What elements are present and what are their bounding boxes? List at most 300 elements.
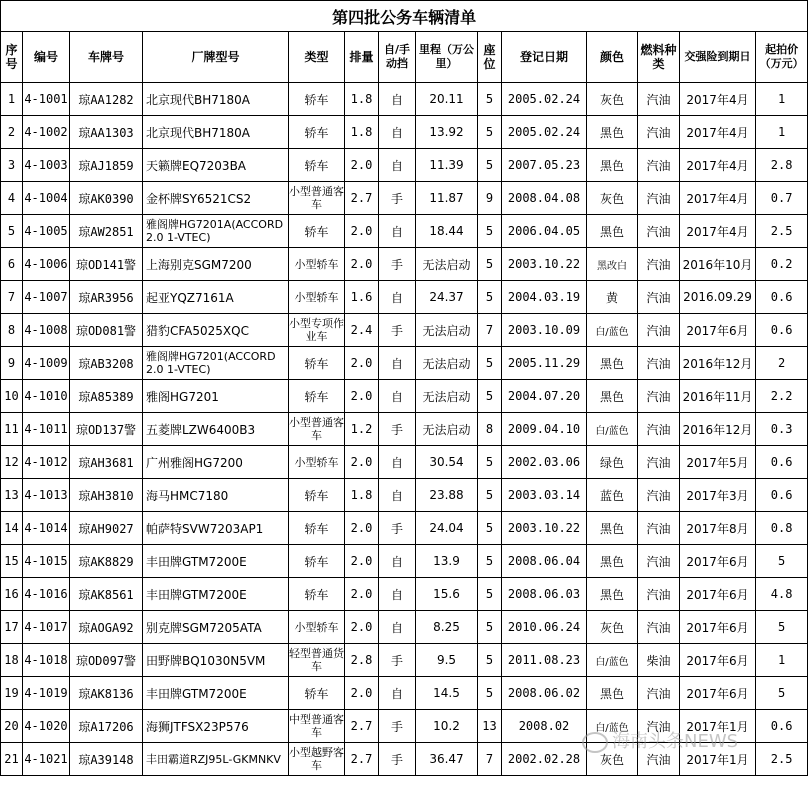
cell-transmission: 自	[379, 611, 416, 644]
cell-no: 19	[1, 677, 23, 710]
cell-displacement: 2.7	[345, 182, 379, 215]
cell-fuel: 汽油	[638, 512, 680, 545]
cell-reg-date: 2006.04.05	[502, 215, 587, 248]
table-row	[1, 380, 808, 413]
cell-start-price: 1	[756, 644, 808, 677]
cell-no: 11	[1, 413, 23, 446]
cell-displacement: 1.6	[345, 281, 379, 314]
cell-mileage: 11.87	[416, 182, 478, 215]
cell-reg-date: 2008.04.08	[502, 182, 587, 215]
cell-transmission: 手	[379, 314, 416, 347]
cell-plate: 琼AW2851	[70, 215, 143, 248]
cell-transmission: 手	[379, 644, 416, 677]
column-header-color: 颜色	[587, 32, 638, 83]
cell-mileage: 23.88	[416, 479, 478, 512]
cell-fuel: 汽油	[638, 248, 680, 281]
cell-start-price: 5	[756, 545, 808, 578]
cell-reg-date: 2003.10.09	[502, 314, 587, 347]
cell-mileage: 24.37	[416, 281, 478, 314]
cell-no: 13	[1, 479, 23, 512]
cell-id: 4-1007	[23, 281, 70, 314]
cell-plate: 琼A39148	[70, 743, 143, 776]
cell-type: 小型越野客车	[289, 743, 345, 776]
cell-no: 20	[1, 710, 23, 743]
cell-reg-date: 2005.02.24	[502, 116, 587, 149]
cell-id: 4-1001	[23, 83, 70, 116]
cell-seats: 5	[478, 545, 502, 578]
cell-id: 4-1002	[23, 116, 70, 149]
cell-insurance: 2016年12月	[680, 347, 756, 380]
cell-displacement: 1.8	[345, 83, 379, 116]
column-header-transmission: 自/手动挡	[379, 32, 416, 83]
cell-mileage: 24.04	[416, 512, 478, 545]
cell-mileage: 9.5	[416, 644, 478, 677]
cell-type: 轿车	[289, 83, 345, 116]
cell-plate: 琼AH3681	[70, 446, 143, 479]
cell-no: 3	[1, 149, 23, 182]
cell-color: 黑色	[587, 116, 638, 149]
table-row	[1, 413, 808, 446]
cell-type: 小型轿车	[289, 281, 345, 314]
cell-displacement: 2.0	[345, 545, 379, 578]
cell-insurance: 2017年8月	[680, 512, 756, 545]
cell-displacement: 1.8	[345, 479, 379, 512]
cell-transmission: 自	[379, 149, 416, 182]
cell-plate: 琼AK8136	[70, 677, 143, 710]
cell-displacement: 2.0	[345, 512, 379, 545]
cell-model: 雅阁HG7201	[143, 380, 289, 413]
cell-color: 黑色	[587, 578, 638, 611]
table-row	[1, 215, 808, 248]
cell-no: 10	[1, 380, 23, 413]
cell-fuel: 汽油	[638, 380, 680, 413]
cell-model: 金杯牌SY6521CS2	[143, 182, 289, 215]
cell-no: 9	[1, 347, 23, 380]
cell-type: 中型普通客车	[289, 710, 345, 743]
cell-color: 黑色	[587, 677, 638, 710]
cell-displacement: 2.0	[345, 611, 379, 644]
cell-transmission: 自	[379, 446, 416, 479]
table-row	[1, 182, 808, 215]
cell-seats: 13	[478, 710, 502, 743]
cell-start-price: 5	[756, 677, 808, 710]
table-row	[1, 347, 808, 380]
cell-model: 北京现代BH7180A	[143, 83, 289, 116]
cell-fuel: 汽油	[638, 83, 680, 116]
cell-fuel: 汽油	[638, 182, 680, 215]
column-header-fuel: 燃料种类	[638, 32, 680, 83]
cell-start-price: 0.7	[756, 182, 808, 215]
cell-insurance: 2017年6月	[680, 314, 756, 347]
cell-start-price: 1	[756, 116, 808, 149]
cell-start-price: 0.6	[756, 710, 808, 743]
cell-insurance: 2017年5月	[680, 446, 756, 479]
cell-displacement: 2.0	[345, 380, 379, 413]
cell-transmission: 自	[379, 578, 416, 611]
cell-reg-date: 2005.11.29	[502, 347, 587, 380]
cell-displacement: 2.0	[345, 149, 379, 182]
cell-plate: 琼A17206	[70, 710, 143, 743]
cell-start-price: 0.6	[756, 446, 808, 479]
cell-no: 7	[1, 281, 23, 314]
cell-id: 4-1018	[23, 644, 70, 677]
cell-start-price: 4.8	[756, 578, 808, 611]
column-header-insurance: 交强险到期日	[680, 32, 756, 83]
cell-plate: 琼AK8829	[70, 545, 143, 578]
cell-fuel: 汽油	[638, 347, 680, 380]
cell-fuel: 汽油	[638, 578, 680, 611]
cell-color: 黑色	[587, 215, 638, 248]
cell-plate: 琼OD141警	[70, 248, 143, 281]
cell-mileage: 36.47	[416, 743, 478, 776]
cell-type: 轿车	[289, 545, 345, 578]
cell-displacement: 2.4	[345, 314, 379, 347]
cell-color: 灰色	[587, 182, 638, 215]
cell-displacement: 2.0	[345, 248, 379, 281]
cell-type: 轿车	[289, 380, 345, 413]
cell-displacement: 2.0	[345, 677, 379, 710]
cell-reg-date: 2010.06.24	[502, 611, 587, 644]
cell-type: 小型轿车	[289, 611, 345, 644]
cell-fuel: 汽油	[638, 281, 680, 314]
cell-no: 1	[1, 83, 23, 116]
cell-displacement: 2.7	[345, 743, 379, 776]
cell-reg-date: 2003.10.22	[502, 512, 587, 545]
cell-displacement: 2.0	[345, 215, 379, 248]
cell-no: 12	[1, 446, 23, 479]
cell-id: 4-1017	[23, 611, 70, 644]
table-row	[1, 710, 808, 743]
cell-reg-date: 2002.03.06	[502, 446, 587, 479]
cell-transmission: 手	[379, 710, 416, 743]
cell-seats: 5	[478, 149, 502, 182]
cell-insurance: 2017年6月	[680, 644, 756, 677]
cell-insurance: 2017年4月	[680, 182, 756, 215]
cell-id: 4-1008	[23, 314, 70, 347]
cell-plate: 琼OD137警	[70, 413, 143, 446]
cell-mileage: 无法启动	[416, 314, 478, 347]
cell-start-price: 2.5	[756, 743, 808, 776]
cell-plate: 琼AA1282	[70, 83, 143, 116]
cell-seats: 5	[478, 83, 502, 116]
cell-transmission: 自	[379, 83, 416, 116]
cell-id: 4-1006	[23, 248, 70, 281]
cell-type: 轿车	[289, 347, 345, 380]
cell-type: 轿车	[289, 512, 345, 545]
column-header-model: 厂牌型号	[143, 32, 289, 83]
cell-color: 白/蓝色	[587, 314, 638, 347]
cell-seats: 5	[478, 446, 502, 479]
column-header-id: 编号	[23, 32, 70, 83]
cell-model: 广州雅阁HG7200	[143, 446, 289, 479]
cell-insurance: 2017年4月	[680, 149, 756, 182]
cell-fuel: 汽油	[638, 149, 680, 182]
cell-type: 小型普通客车	[289, 182, 345, 215]
cell-model: 别克牌SGM7205ATA	[143, 611, 289, 644]
cell-id: 4-1010	[23, 380, 70, 413]
column-header-type: 类型	[289, 32, 345, 83]
table-row	[1, 644, 808, 677]
cell-no: 15	[1, 545, 23, 578]
cell-type: 小型轿车	[289, 446, 345, 479]
cell-seats: 5	[478, 578, 502, 611]
cell-no: 4	[1, 182, 23, 215]
cell-mileage: 15.6	[416, 578, 478, 611]
cell-type: 轿车	[289, 149, 345, 182]
cell-model: 帕萨特SVW7203AP1	[143, 512, 289, 545]
cell-type: 轿车	[289, 479, 345, 512]
cell-reg-date: 2007.05.23	[502, 149, 587, 182]
cell-plate: 琼A85389	[70, 380, 143, 413]
cell-no: 14	[1, 512, 23, 545]
cell-insurance: 2017年6月	[680, 578, 756, 611]
cell-insurance: 2017年6月	[680, 677, 756, 710]
cell-model: 天籁牌EQ7203BA	[143, 149, 289, 182]
cell-reg-date: 2008.06.02	[502, 677, 587, 710]
cell-seats: 5	[478, 281, 502, 314]
cell-model: 丰田霸道RZJ95L-GKMNKV	[143, 743, 289, 776]
cell-reg-date: 2008.06.03	[502, 578, 587, 611]
column-header-seats: 座位	[478, 32, 502, 83]
cell-transmission: 自	[379, 281, 416, 314]
cell-plate: 琼AB3208	[70, 347, 143, 380]
cell-seats: 5	[478, 116, 502, 149]
cell-id: 4-1020	[23, 710, 70, 743]
cell-insurance: 2016年10月	[680, 248, 756, 281]
cell-mileage: 8.25	[416, 611, 478, 644]
cell-plate: 琼AK0390	[70, 182, 143, 215]
cell-type: 轻型普通货车	[289, 644, 345, 677]
cell-model: 丰田牌GTM7200E	[143, 545, 289, 578]
cell-insurance: 2017年1月	[680, 710, 756, 743]
cell-no: 6	[1, 248, 23, 281]
cell-fuel: 汽油	[638, 116, 680, 149]
cell-mileage: 无法启动	[416, 413, 478, 446]
cell-seats: 5	[478, 611, 502, 644]
cell-reg-date: 2005.02.24	[502, 83, 587, 116]
cell-id: 4-1004	[23, 182, 70, 215]
cell-insurance: 2017年4月	[680, 83, 756, 116]
cell-plate: 琼AJ1859	[70, 149, 143, 182]
cell-id: 4-1019	[23, 677, 70, 710]
column-header-plate: 车牌号	[70, 32, 143, 83]
column-header-start-price: 起拍价（万元）	[756, 32, 808, 83]
cell-color: 黑色	[587, 512, 638, 545]
cell-displacement: 2.0	[345, 578, 379, 611]
cell-displacement: 1.8	[345, 116, 379, 149]
cell-mileage: 13.9	[416, 545, 478, 578]
cell-color: 黄	[587, 281, 638, 314]
cell-transmission: 自	[379, 380, 416, 413]
cell-fuel: 汽油	[638, 545, 680, 578]
cell-no: 5	[1, 215, 23, 248]
cell-fuel: 汽油	[638, 413, 680, 446]
cell-transmission: 自	[379, 677, 416, 710]
cell-mileage: 30.54	[416, 446, 478, 479]
cell-color: 白/蓝色	[587, 413, 638, 446]
cell-insurance: 2017年1月	[680, 743, 756, 776]
cell-transmission: 手	[379, 182, 416, 215]
cell-reg-date: 2011.08.23	[502, 644, 587, 677]
watermark-text: 海南头条NEWS	[612, 731, 739, 752]
cell-model: 雅阁牌HG7201(ACCORD 2.0 1-VTEC)	[143, 347, 289, 380]
column-header-no: 序号	[1, 32, 23, 83]
cell-seats: 5	[478, 380, 502, 413]
cell-type: 轿车	[289, 578, 345, 611]
cell-start-price: 0.6	[756, 281, 808, 314]
cell-mileage: 无法启动	[416, 347, 478, 380]
cell-seats: 5	[478, 677, 502, 710]
cell-color: 白/蓝色	[587, 644, 638, 677]
cell-start-price: 2.5	[756, 215, 808, 248]
cell-type: 小型轿车	[289, 248, 345, 281]
cell-id: 4-1013	[23, 479, 70, 512]
cell-plate: 琼AR3956	[70, 281, 143, 314]
cell-fuel: 汽油	[638, 710, 680, 743]
cell-fuel: 柴油	[638, 644, 680, 677]
table-row	[1, 479, 808, 512]
cell-mileage: 10.2	[416, 710, 478, 743]
cell-model: 田野牌BQ1030N5VM	[143, 644, 289, 677]
table-row	[1, 83, 808, 116]
cell-no: 21	[1, 743, 23, 776]
cell-transmission: 自	[379, 545, 416, 578]
cell-transmission: 自	[379, 215, 416, 248]
cell-mileage: 14.5	[416, 677, 478, 710]
cell-transmission: 自	[379, 116, 416, 149]
cell-start-price: 0.3	[756, 413, 808, 446]
table-row	[1, 743, 808, 776]
cell-model: 雅阁牌HG7201A(ACCORD 2.0 1-VTEC)	[143, 215, 289, 248]
cell-fuel: 汽油	[638, 479, 680, 512]
cell-model: 起亚YQZ7161A	[143, 281, 289, 314]
cell-id: 4-1014	[23, 512, 70, 545]
cell-reg-date: 2004.03.19	[502, 281, 587, 314]
cell-start-price: 0.2	[756, 248, 808, 281]
cell-insurance: 2017年6月	[680, 611, 756, 644]
cell-insurance: 2017年4月	[680, 116, 756, 149]
cell-color: 灰色	[587, 611, 638, 644]
cell-model: 猎豹CFA5025XQC	[143, 314, 289, 347]
cell-model: 海马HMC7180	[143, 479, 289, 512]
table-row	[1, 248, 808, 281]
cell-plate: 琼OD097警	[70, 644, 143, 677]
cell-mileage: 无法启动	[416, 248, 478, 281]
table-row	[1, 446, 808, 479]
cell-mileage: 无法启动	[416, 380, 478, 413]
cell-color: 绿色	[587, 446, 638, 479]
cell-no: 17	[1, 611, 23, 644]
cell-color: 白/蓝色	[587, 710, 638, 743]
cell-insurance: 2017年3月	[680, 479, 756, 512]
cell-transmission: 自	[379, 479, 416, 512]
cell-model: 丰田牌GTM7200E	[143, 677, 289, 710]
cell-transmission: 手	[379, 512, 416, 545]
cell-transmission: 自	[379, 347, 416, 380]
cell-type: 轿车	[289, 215, 345, 248]
cell-color: 黑改白	[587, 248, 638, 281]
cell-start-price: 2.8	[756, 149, 808, 182]
cell-type: 小型专项作业车	[289, 314, 345, 347]
cell-transmission: 手	[379, 248, 416, 281]
cell-reg-date: 2002.02.28	[502, 743, 587, 776]
cell-fuel: 汽油	[638, 611, 680, 644]
cell-seats: 5	[478, 644, 502, 677]
cell-start-price: 0.6	[756, 479, 808, 512]
cell-color: 灰色	[587, 743, 638, 776]
cell-model: 上海别克SGM7200	[143, 248, 289, 281]
cell-color: 灰色	[587, 83, 638, 116]
cell-seats: 5	[478, 479, 502, 512]
cell-seats: 9	[478, 182, 502, 215]
cell-start-price: 0.6	[756, 314, 808, 347]
table-row	[1, 545, 808, 578]
cell-displacement: 2.8	[345, 644, 379, 677]
cell-insurance: 2017年4月	[680, 215, 756, 248]
cell-reg-date: 2008.06.04	[502, 545, 587, 578]
cell-color: 黑色	[587, 380, 638, 413]
cell-seats: 5	[478, 215, 502, 248]
cell-plate: 琼AK8561	[70, 578, 143, 611]
table-row	[1, 578, 808, 611]
cell-fuel: 汽油	[638, 743, 680, 776]
cell-start-price: 0.8	[756, 512, 808, 545]
cell-seats: 8	[478, 413, 502, 446]
cell-id: 4-1009	[23, 347, 70, 380]
cell-model: 五菱牌LZW6400B3	[143, 413, 289, 446]
cell-fuel: 汽油	[638, 314, 680, 347]
table-row	[1, 116, 808, 149]
cell-color: 黑色	[587, 347, 638, 380]
cell-reg-date: 2004.07.20	[502, 380, 587, 413]
cell-id: 4-1003	[23, 149, 70, 182]
cell-model: 丰田牌GTM7200E	[143, 578, 289, 611]
cell-displacement: 2.7	[345, 710, 379, 743]
cell-type: 轿车	[289, 116, 345, 149]
cell-plate: 琼AH9027	[70, 512, 143, 545]
cell-seats: 5	[478, 347, 502, 380]
cell-no: 18	[1, 644, 23, 677]
cell-plate: 琼OD081警	[70, 314, 143, 347]
cell-mileage: 20.11	[416, 83, 478, 116]
cell-displacement: 2.0	[345, 446, 379, 479]
cell-start-price: 2.2	[756, 380, 808, 413]
page-title: 第四批公务车辆清单	[1, 1, 808, 32]
column-header-displacement: 排量	[345, 32, 379, 83]
cell-reg-date: 2009.04.10	[502, 413, 587, 446]
table-row	[1, 149, 808, 182]
cell-id: 4-1012	[23, 446, 70, 479]
cell-type: 小型普通客车	[289, 413, 345, 446]
cell-plate: 琼AH3810	[70, 479, 143, 512]
cell-id: 4-1021	[23, 743, 70, 776]
cell-insurance: 2016年11月	[680, 380, 756, 413]
cell-no: 8	[1, 314, 23, 347]
cell-insurance: 2016.09.29	[680, 281, 756, 314]
column-header-mileage: 里程（万公里）	[416, 32, 478, 83]
cell-seats: 5	[478, 512, 502, 545]
cell-color: 蓝色	[587, 479, 638, 512]
cell-transmission: 手	[379, 413, 416, 446]
cell-seats: 7	[478, 314, 502, 347]
cell-mileage: 11.39	[416, 149, 478, 182]
column-header-reg-date: 登记日期	[502, 32, 587, 83]
cell-color: 黑色	[587, 149, 638, 182]
cell-insurance: 2016年12月	[680, 413, 756, 446]
cell-fuel: 汽油	[638, 677, 680, 710]
cell-model: 北京现代BH7180A	[143, 116, 289, 149]
cell-type: 轿车	[289, 677, 345, 710]
